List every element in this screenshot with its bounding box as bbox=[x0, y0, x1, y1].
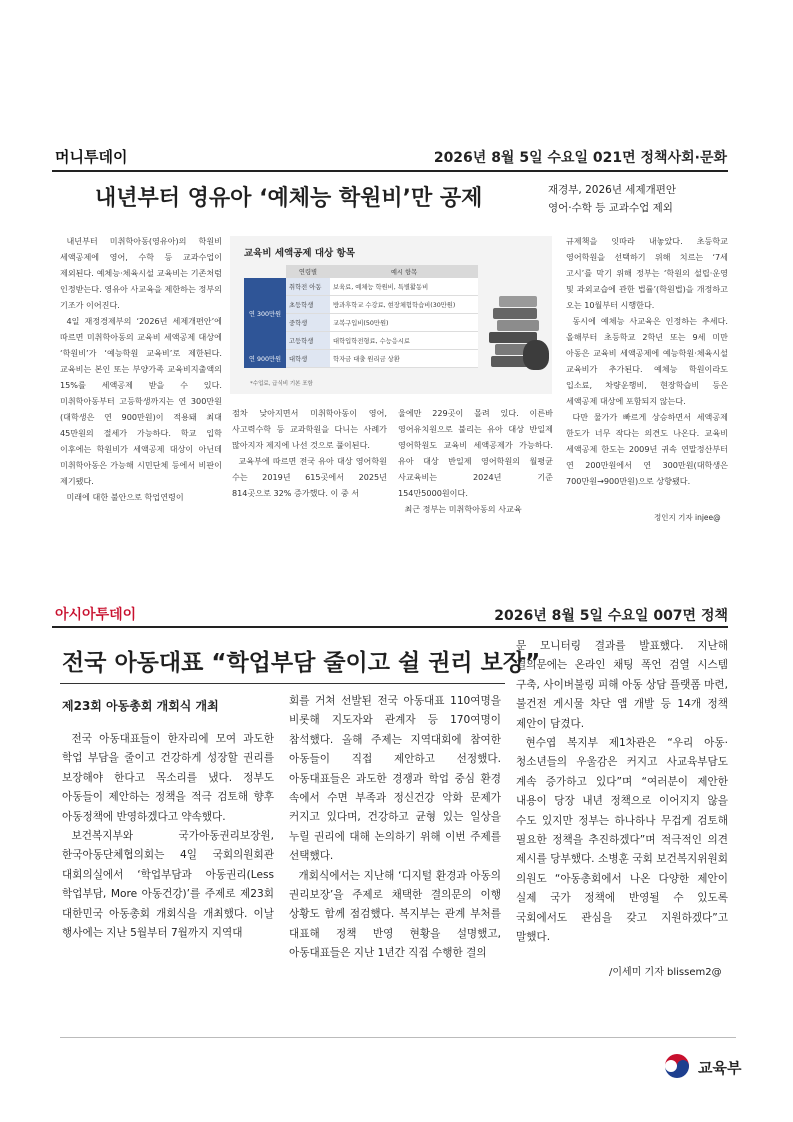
subheadline: 재경부, 2026년 세제개편안 bbox=[548, 184, 677, 196]
subheadline: 제23회 아동총회 개회식 개최 bbox=[62, 699, 219, 713]
publication-logo bbox=[55, 604, 136, 624]
publication-name: 아시아투데이 bbox=[55, 607, 137, 623]
taegeuk-logo-icon bbox=[663, 1052, 691, 1080]
paragraph: 점차 낮아지면서 미취학아동이 영어, 사고력수학 등 교과학원을 다니는 사례가 많아지자 제지에 나선 것으로 풀이된다. bbox=[232, 408, 387, 450]
table-title: 교육비 세액공제 대상 항목 bbox=[244, 248, 355, 259]
article-column bbox=[566, 233, 728, 527]
table-cell: 고등학생 bbox=[286, 332, 330, 350]
paragraph: 교육부에 따르면 전국 유아 대상 영어학원 수는 2019년 615곳에서 2025년 814곳으로 32% 증가했다. 이 중 서 bbox=[232, 456, 387, 498]
table-header bbox=[244, 265, 478, 278]
header-age: 연령별 bbox=[286, 265, 330, 278]
publication-name: 머니투데이 bbox=[55, 148, 128, 166]
table-row bbox=[244, 278, 478, 296]
deduction-table-graphic bbox=[230, 236, 552, 394]
table-cell: 학자금 대출 원리금 상환 bbox=[330, 350, 478, 368]
paragraph: 문 모니터링 결과를 발표했다. 지난해 결의문에는 온라인 채팅 폭언 검열 시스템 구축, 사이버불링 피해 아동 상담 플랫폼 마련, 불건전 게시물 차단 앱 개발 등 14개 정책 제안이 담겼다. bbox=[516, 640, 728, 730]
article-column bbox=[289, 692, 501, 982]
book-icon bbox=[497, 320, 539, 331]
table-cell: 대학생 bbox=[286, 350, 330, 368]
paragraph: 동시에 예체능 사교육은 인정하는 추세다. 올해부터 초등학교 2학년 또는 9세 미만 아동은 교육비 세액공제에 예능학원·체육시설 교육비가 추가된다. 예체능 학원이라도 입소료, 차량운행비, 현장학습비 등은 세액공제 대상에 포함되지 않는다. bbox=[566, 316, 728, 406]
paragraph: 내년부터 미취학아동(영유아)의 학원비 세액공제에 영어, 수학 등 교과수업이 제외된다. 예체능·체육시설 교육비는 기존처럼 인정받는다. 영유아 사교육을 제한하는 정부의 기조가 이어진다. bbox=[60, 236, 222, 310]
paragraph: 울에만 229곳이 몰려 있다. 이른바 영어유치원으로 불리는 유아 대상 반일제 영어학원도 교육비 세액공제가 가능하다. 유아 대상 반일제 영어학원의 월평균 사교육비는 2024년 기준 154만5000원이다. bbox=[398, 408, 553, 498]
paragraph: 최근 정부는 미취학아동의 사교육 bbox=[404, 504, 522, 514]
paragraph: 미래에 대한 불안으로 학업연령이 bbox=[66, 492, 184, 502]
money-bag-icon bbox=[523, 340, 549, 370]
headline: 내년부터 영유아 ‘예체능 학원비’만 공제 bbox=[95, 186, 483, 211]
table-row bbox=[244, 350, 478, 368]
footer-rule bbox=[60, 1037, 736, 1038]
taegeuk-logo-icon bbox=[663, 1052, 691, 1080]
paragraph: 4일 재정경제부의 ‘2026년 세제개편안’에 따르면 미취학아동의 교육비 세액공제 대상에 ‘학원비’가 ‘예능학원 교육비’로 제한된다. 교육비는 본인 또는 부양가족 교육비지출액의 15%를 세액공제 받을 수 있다. 미취학아동부터 고등학생까지는 연 300만원(대학생은 연 900만원)이 적용돼 최대 45만원의 절세가 가능하다. 학교 입학 이후에는 학원비가 세액공제 대상이 아닌데 미취학아동은 가능해 시민단체 등에서 비판이 제기됐다. bbox=[60, 316, 222, 486]
table-cell: 중학생 bbox=[286, 314, 330, 332]
paragraph: 보건복지부와 국가아동권리보장원, 한국아동단체협의회는 4일 국회의원회관 대회의실에서 ‘학업부담과 아동권리(Less 학업부담, More 아동건강)’를 주제로 제23회 대한민국 아동총회 개회식을 개최했다. 이날 행사에는 지난 5월부터 7월까지 지역대 bbox=[62, 830, 274, 940]
headline: 전국 아동대표 “학업부담 줄이고 쉴 권리 보장” bbox=[62, 650, 541, 676]
deduction-table bbox=[244, 265, 478, 368]
group-label: 연 900만원 bbox=[244, 350, 286, 368]
paragraph: 현수엽 복지부 제1차관은 “우리 아동·청소년들의 우울감은 커지고 사교육부담도 계속 증가하고 있다”며 “여러분이 제안한 내용이 당장 내년 정책으로 이어지지 않을 수도 있지만 정부는 하나하나 무겁게 검토해 필요한 정책을 추진하겠다”며 적극적인 의견 제시를 당부했다. 소병훈 국회 보건복지위원회 의원도 “아동총회에서 나온 다양한 제안이 실제 국가 정책에 반영될 수 있도록 국회에서도 관심을 갖고 지원하겠다”고 말했다. bbox=[516, 737, 728, 944]
dateline: 2026년 8월 5일 수요일 007면 정책 bbox=[494, 608, 728, 624]
table-cell: 교복구입비(50만원) bbox=[330, 314, 478, 332]
header-item: 예시 항목 bbox=[330, 265, 478, 278]
paragraph: 전국 아동대표들이 한자리에 모여 과도한 학업 부담을 줄이고 건강하게 성장할 권리를 보장해야 한다고 목소리를 냈다. 정부도 아동들이 제안하는 정책을 적극 검토해 향후 아동정책에 반영하겠다고 약속했다. bbox=[62, 733, 274, 823]
article-column bbox=[232, 405, 387, 527]
article-column bbox=[516, 637, 728, 982]
table-note: *수업료, 급식비 기본 포함 bbox=[250, 381, 313, 387]
article-column bbox=[62, 730, 274, 980]
paragraph: 회를 거쳐 선발된 전국 아동대표 110여명을 비롯해 지도자와 관계자 등 170여명이 참석했다. 올해 주제는 지역대회에 참여한 아동들이 직접 제안하고 선정했다. 아동대표들은 과도한 경쟁과 학업 중심 환경 속에서 수면 부족과 정신건강 악화 문제가 커지고 있다며, 건강하고 균형 있는 일상을 누릴 권리에 대해 논의하기 위해 이번 주제를 선택했다. bbox=[289, 695, 501, 863]
article-column bbox=[60, 233, 222, 525]
table-cell: 초등학생 bbox=[286, 296, 330, 314]
paragraph: 개회식에서는 지난해 ‘디지털 환경과 아동의 권리보장’을 주제로 채택한 결의문의 이행 상황도 함께 점검했다. 복지부는 관계 부처를 대표해 정책 반영 현황을 설명했고, 아동대표들은 지난 1년간 직접 수행한 결의 bbox=[289, 869, 501, 960]
table-cell: 보육료, 예체능 학원비, 특별활동비 bbox=[330, 278, 478, 296]
header-rule bbox=[52, 626, 728, 628]
table-header-spacer bbox=[244, 265, 286, 278]
book-icon bbox=[499, 296, 537, 307]
headline-rule bbox=[60, 683, 505, 684]
header-rule bbox=[52, 170, 728, 172]
byline: /이세미 기자 blissem2@ bbox=[605, 963, 722, 978]
dateline: 2026년 8월 5일 수요일 021면 정책사회·문화 bbox=[433, 150, 727, 166]
group-label: 연 300만원 bbox=[244, 278, 286, 350]
table-cell: 방과후학교 수강료, 현장체험학습비(30만원) bbox=[330, 296, 478, 314]
paragraph: 다만 물가가 빠르게 상승하면서 세액공제 한도가 너무 작다는 의견도 나온다. 교육비 세액공제 한도는 2009년 귀속 연말정산부터 연 200만원에서 연 300만원(대학생은 700만원→900만원)으로 상향됐다. bbox=[566, 412, 728, 486]
ministry-name: 교육부 bbox=[698, 1059, 742, 1077]
article-column bbox=[398, 405, 553, 527]
books-illustration bbox=[485, 278, 547, 374]
paragraph: 규제책을 잇따라 내놓았다. 초등학교 영어학원을 선택하기 위해 치르는 ‘7세 고시’를 막기 위해 정부는 ‘학원의 설립·운영 및 과외교습에 관한 법률’(학원법)을 개정하고 오는 10월부터 시행한다. bbox=[566, 236, 728, 310]
subheadline: 영어·수학 등 교과수업 제외 bbox=[548, 202, 673, 214]
book-icon bbox=[493, 308, 537, 319]
table-cell: 대학입학전형료, 수능응시료 bbox=[330, 332, 478, 350]
table-cell: 취학전 아동 bbox=[286, 278, 330, 296]
byline: 정인지 기자 injee@ bbox=[650, 512, 721, 523]
